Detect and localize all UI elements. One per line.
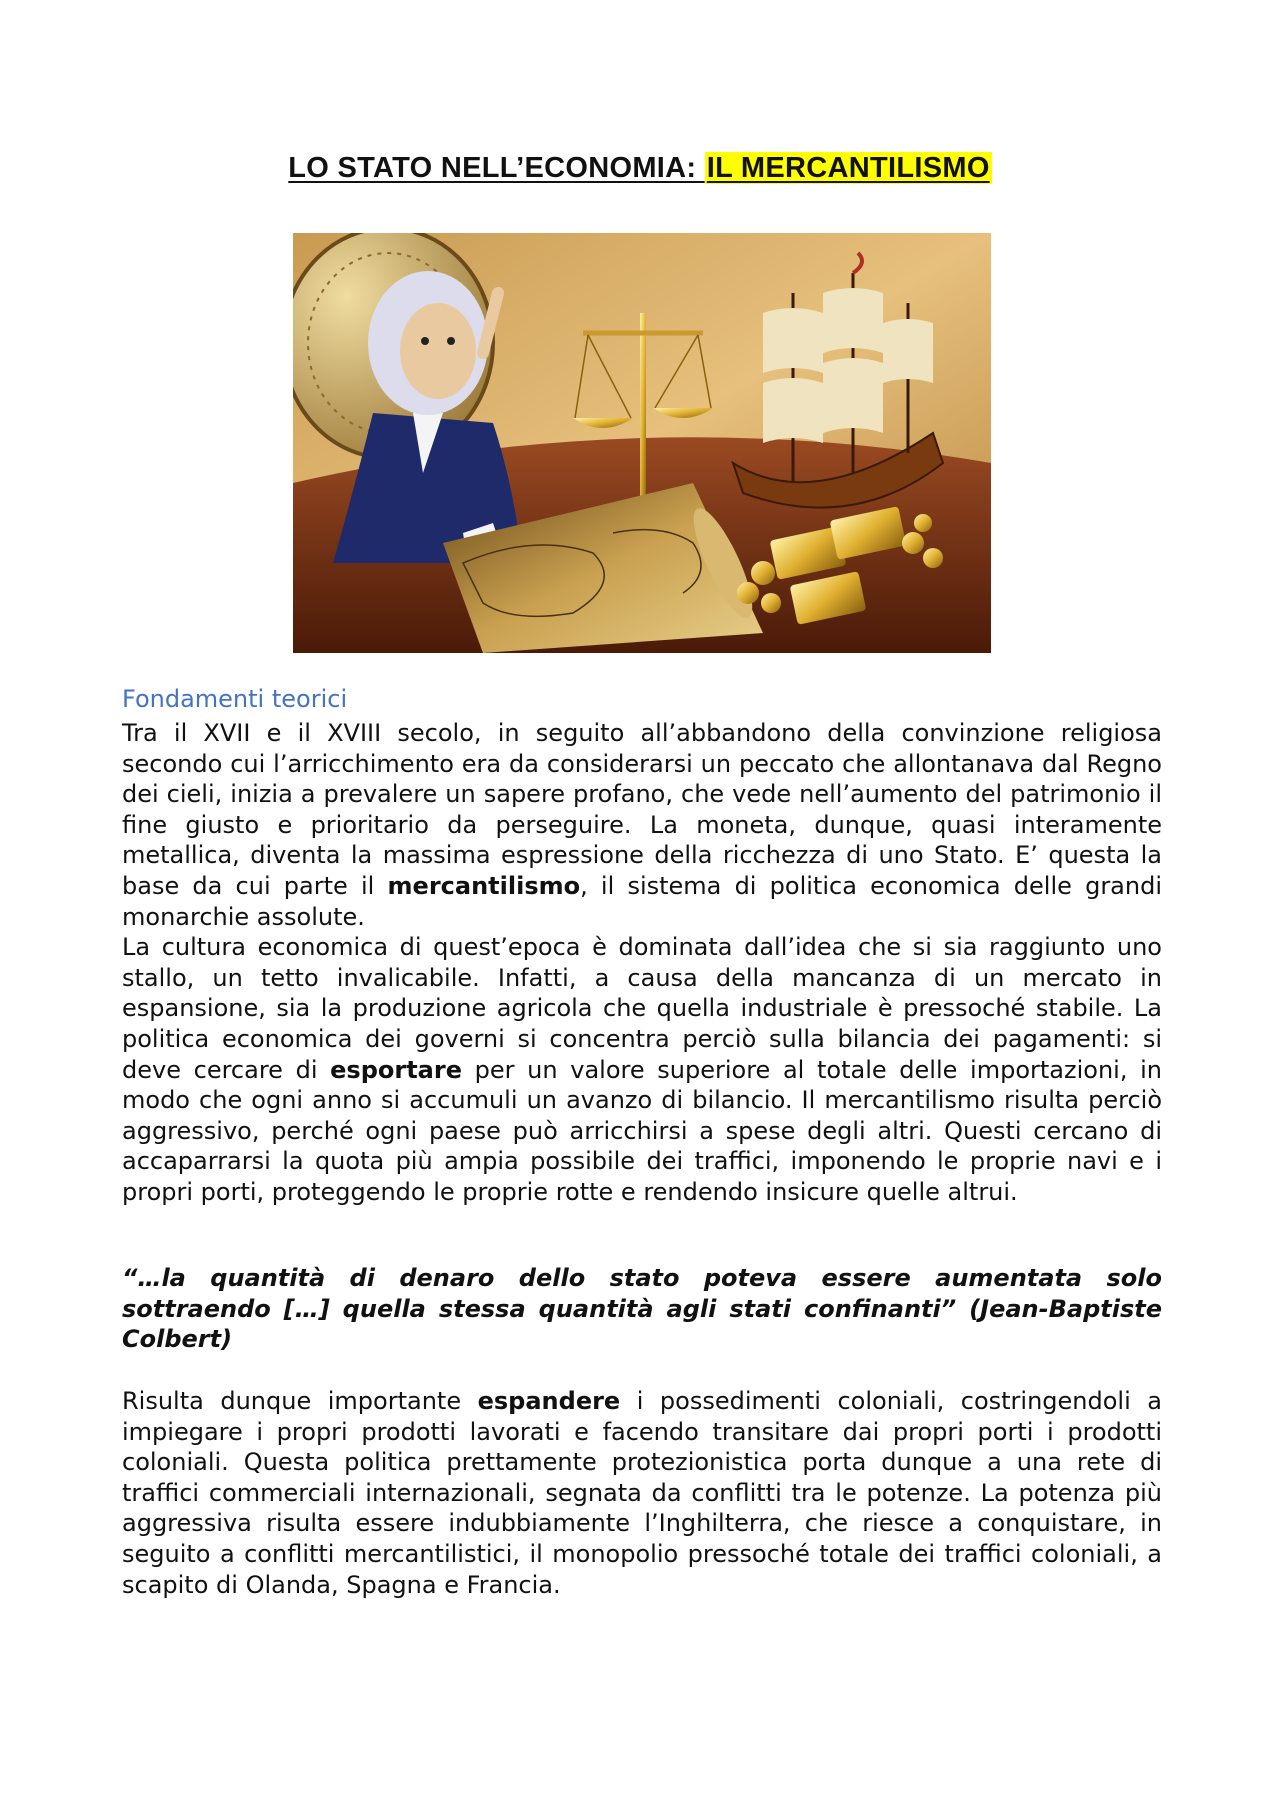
title-text: LO STATO NELL’ECONOMIA: <box>288 152 705 184</box>
paragraph-2-bold: esportare <box>330 1055 462 1084</box>
section-heading: Fondamenti teorici <box>122 685 348 713</box>
paragraph-2-text-a: La cultura economica di quest’epoca è dominata dall’idea che si sia raggiunto uno stallo, un tetto invalicabile. Infatti, a causa della mancanza di un mercato in espansione, sia la produzione agricola che quella industriale è pressoché stabile. La politica economica dei governi si concentra perciò sulla bilancia dei pagamenti: si deve cercare di <box>122 933 1162 1084</box>
paragraph-3-text-a: Risulta dunque importante <box>122 1387 478 1415</box>
paragraph-1-bold: mercantilismo <box>387 871 581 900</box>
paragraph-1-text-b: , il sistema di politica economica delle grandi monarchie assolute. <box>122 871 1163 931</box>
page-title <box>0 152 1280 185</box>
paragraph-2-text-b: per un valore superiore al totale delle importazioni, in modo che ogni anno si accumuli un avanzo di bilancio. Il mercantilismo risulta perciò aggressivo, perché ogni paese può arricchirsi a spese degli altri. Questi cercano di accaparrarsi la quota più ampia possibile dei traffici, imponendo le proprie navi e i propri porti, proteggendo le proprie rotte e rendendo insicure quelle altrui. <box>122 1055 1162 1206</box>
paragraph-3-text-b: i possedimenti coloniali, costringendoli a impiegare i propri prodotti lavorati e facendo transitare dai propri porti i prodotti coloniali. Questa politica prettamente protezionistica porta dunque a una rete di traffici commerciali internazionali, segnata da conflitti tra le potenze. La potenza più aggressiva risulta essere indubbiamente l’Inghilterra, che riesce a conquistare, in seguito a conflitti mercantilistici, il monopolio pressoché totale dei traffici coloniali, a scapito di Olanda, Spagna e Francia. <box>122 1387 1162 1599</box>
illustration-svg <box>293 233 991 653</box>
paragraph-1-text-a: Tra il XVII e il XVIII secolo, in seguito all’abbandono della convinzione religiosa secondo cui l’arricchimento era da considerarsi un peccato che allontanava dal Regno dei cieli, inizia a prevalere un sapere profano, che vede nell’aumento del patrimonio il fine giusto e prioritario da perseguire. La moneta, dunque, quasi interamente metallica, diventa la massima espressione della ricchezza di uno Stato. E’ questa la base da cui parte il <box>122 719 1162 900</box>
paragraph-3-bold: espandere <box>477 1387 621 1415</box>
mercantilist-illustration <box>293 233 991 653</box>
title-highlight: IL MERCANTILISMO <box>706 152 990 184</box>
paragraph-3 <box>122 1386 1162 1600</box>
paragraph-1 <box>122 718 1162 1208</box>
colbert-quote: “…la quantità di denaro dello stato poteva essere aumentata solo sottraendo […] quella stessa quantità agli stati confinanti” (Jean-Baptiste Colbert) <box>122 1264 1162 1354</box>
